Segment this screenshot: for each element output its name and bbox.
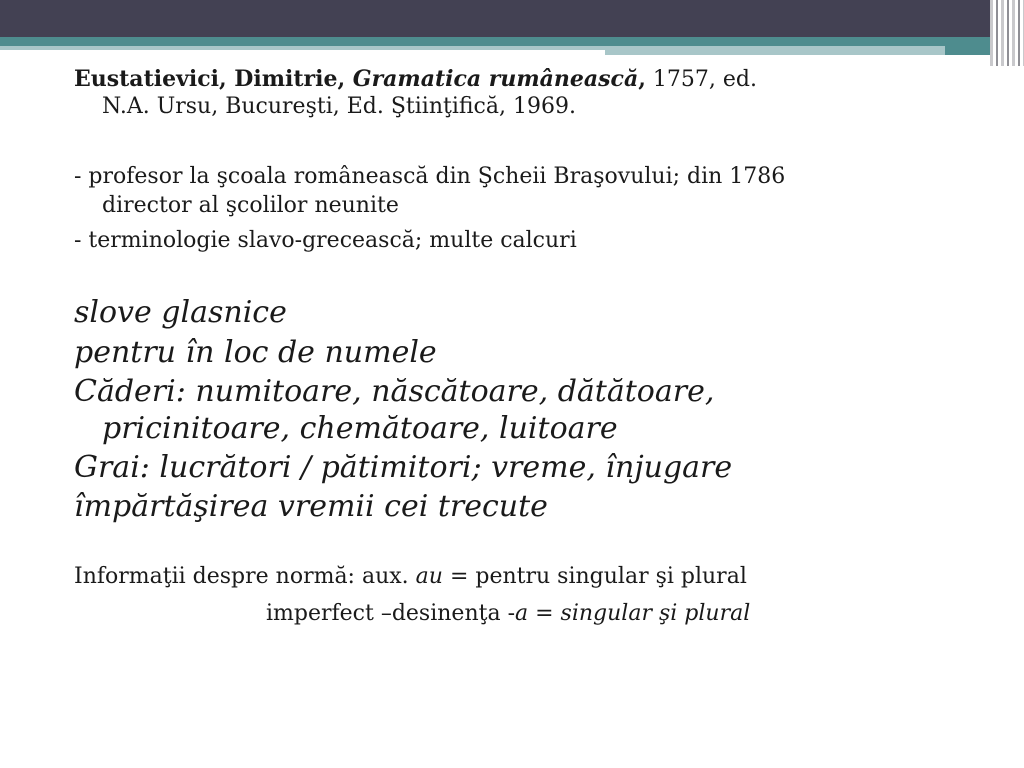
info-line-2 [266, 601, 750, 627]
term-4: Grai: lucrători / pătimitori; vreme, înjugare [74, 450, 733, 485]
reference-year-ed: 1757, ed. [645, 67, 757, 92]
term-1: slove glasnice [74, 295, 287, 330]
reference-comma: , [638, 66, 646, 92]
info-line-1 [74, 564, 747, 590]
reference-author: Eustatievici, Dimitrie, [74, 66, 353, 92]
term-3-line-2: pricinitoare, chemătoare, luitoare [102, 411, 618, 446]
info-line-2-b: a = singular şi plural [515, 601, 751, 626]
bullet-1-line-2: director al şcolilor neunite [102, 193, 399, 218]
bullet-1-line-1: - profesor la şcoala românească din Şcheii Braşovului; din 1786 [74, 164, 786, 189]
info-line-2-a: imperfect –desinenţa - [266, 601, 516, 626]
term-5: împărtăşirea vremii cei trecute [74, 489, 548, 524]
reference-title: Gramatica rumânească [352, 66, 639, 92]
term-3-line-1: Căderi: numitoare, născătoare, dătătoare, [74, 374, 715, 409]
reference-line-2: N.A. Ursu, Bucureşti, Ed. Ştiinţifică, 1969. [102, 94, 576, 119]
bullet-2: - terminologie slavo-grecească; multe calcuri [74, 228, 577, 253]
info-line-1-a: Informaţii despre normă: aux. [74, 564, 416, 589]
info-line-1-b: au [415, 564, 443, 589]
term-2: pentru în loc de numele [74, 335, 437, 370]
info-line-1-c: = pentru singular şi plural [442, 564, 747, 589]
reference-line-1 [74, 66, 757, 93]
